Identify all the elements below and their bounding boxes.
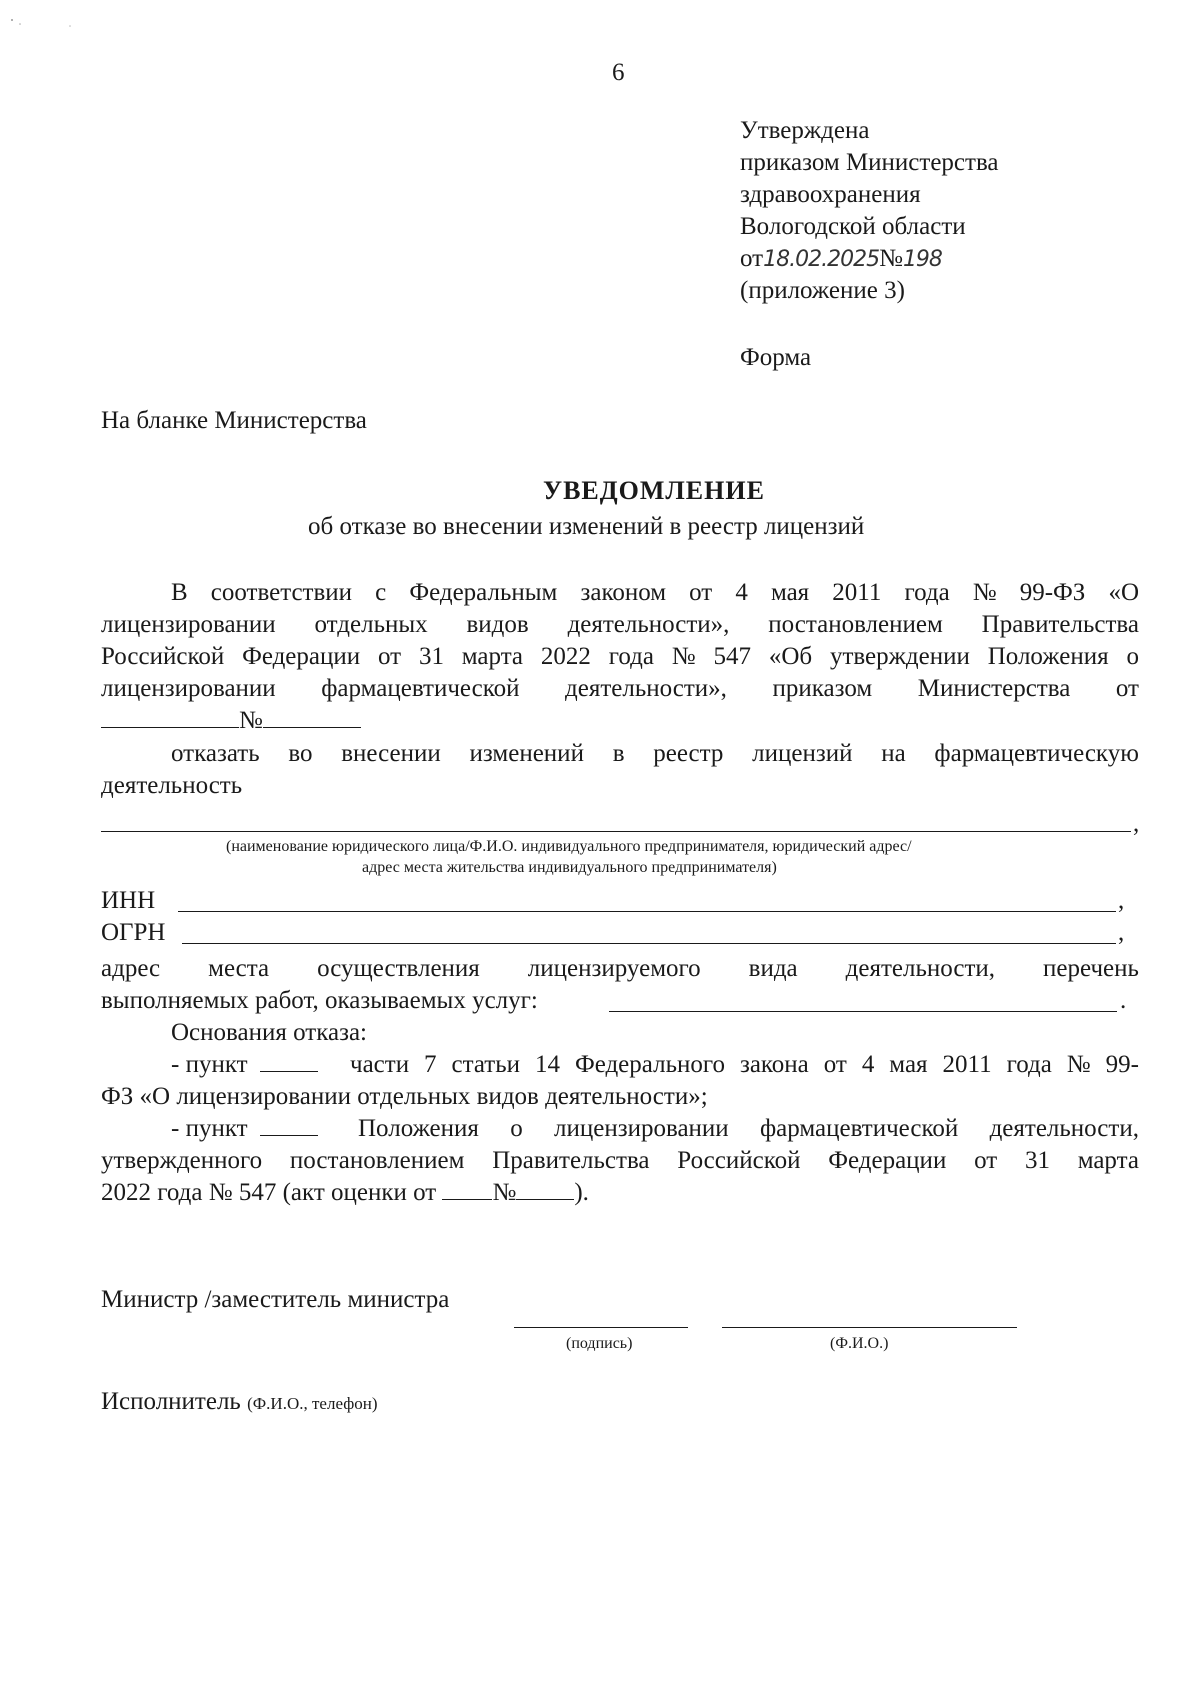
- word: изменений: [469, 740, 584, 767]
- word: от: [377, 643, 402, 670]
- word: фармацевтическую: [934, 740, 1139, 767]
- number-prefix: №: [879, 245, 903, 272]
- word: лицензировании: [101, 611, 276, 638]
- word: года: [1006, 1051, 1052, 1078]
- word: с: [375, 579, 387, 606]
- approval-date-line: [740, 243, 942, 276]
- word: деятельности,: [845, 955, 996, 982]
- word: 31: [418, 643, 444, 670]
- word: постановлением: [289, 1147, 465, 1174]
- address-line-1: [101, 953, 1139, 985]
- word: Правительства: [981, 611, 1139, 638]
- word: года: [904, 579, 950, 606]
- word: мая: [770, 579, 810, 606]
- refusal-line-1: [171, 738, 1139, 770]
- entity-caption-1: (наименование юридического лица/Ф.И.О. индивидуального предпринимателя, юридический адрес/: [226, 838, 912, 855]
- word: вида: [748, 955, 798, 982]
- intro-line-4: [101, 673, 1139, 705]
- word: о: [1126, 643, 1139, 670]
- word: закона: [739, 1051, 809, 1078]
- word: лицензий: [752, 740, 853, 767]
- page-number: 6: [612, 59, 625, 86]
- approval-line-1: Утверждена: [740, 117, 870, 144]
- intro-line-2: [101, 609, 1139, 641]
- refusal-line-2: деятельность: [101, 772, 243, 799]
- word: 14: [534, 1051, 560, 1078]
- word: 7: [424, 1051, 437, 1078]
- word: отдельных: [314, 611, 428, 638]
- word: 4: [735, 579, 748, 606]
- order-date-blank: [101, 705, 239, 728]
- word: Федерации: [828, 1147, 947, 1174]
- word: 31: [1024, 1147, 1050, 1174]
- address-period: .: [1120, 987, 1127, 1014]
- word: на: [881, 740, 906, 767]
- entity-caption-2: адрес места жительства индивидуального предпринимателя): [362, 859, 777, 876]
- ground1-point-blank: [260, 1049, 318, 1072]
- word: внесении: [341, 740, 441, 767]
- word: утверждении: [829, 643, 970, 670]
- word: №: [1066, 1051, 1091, 1078]
- word: Федерального: [574, 1051, 725, 1078]
- word: постановлением: [768, 611, 943, 638]
- word: «О: [1108, 579, 1139, 606]
- fio-line: [722, 1327, 1017, 1328]
- inn-comma: ,: [1118, 887, 1125, 914]
- word: соответствии: [210, 579, 353, 606]
- act-number-blank: [516, 1177, 574, 1200]
- ground2-line-2: [101, 1145, 1139, 1177]
- word: Российской: [101, 643, 225, 670]
- ground2-point-blank: [260, 1113, 318, 1136]
- word: фармацевтической: [759, 1115, 959, 1142]
- word: №: [972, 579, 997, 606]
- word: фармацевтической: [321, 675, 520, 702]
- word: Министерства: [917, 675, 1071, 702]
- word: 4: [861, 1051, 875, 1078]
- inn-label: ИНН: [101, 887, 156, 914]
- word: 2011: [832, 579, 882, 606]
- approval-line-3: здравоохранения: [740, 181, 921, 208]
- word: деятельности»,: [565, 675, 727, 702]
- executor-line: [101, 1386, 377, 1420]
- executor-caption: (Ф.И.О., телефон): [247, 1394, 378, 1413]
- document-title: УВЕДОМЛЕНИЕ: [543, 476, 765, 505]
- word: Положения: [358, 1115, 479, 1142]
- order-number-blank: [263, 705, 361, 728]
- grounds-label: Основания отказа:: [171, 1019, 367, 1046]
- word: о: [510, 1115, 523, 1142]
- word: от: [1115, 675, 1139, 702]
- appendix-label: (приложение 3): [740, 277, 905, 304]
- word: «Об: [768, 643, 813, 670]
- ground1-prefix: [171, 1049, 318, 1081]
- ogrn-comma: ,: [1118, 919, 1125, 946]
- word: №: [671, 643, 696, 670]
- act-closing: ).: [574, 1179, 589, 1206]
- word: 2022: [540, 643, 591, 670]
- address-line-2: выполняемых работ, оказываемых услуг:: [101, 987, 538, 1014]
- word: марта: [461, 643, 524, 670]
- word: отказать: [171, 740, 260, 767]
- word: от: [974, 1147, 998, 1174]
- ground1-line-1: [350, 1049, 1139, 1081]
- word: мая: [889, 1051, 928, 1078]
- word: 2011: [942, 1051, 992, 1078]
- word: марта: [1077, 1147, 1139, 1174]
- intro-line-5: [101, 705, 361, 737]
- entity-comma: ,: [1133, 810, 1140, 837]
- word: видов: [466, 611, 529, 638]
- intro-line-1: [171, 577, 1139, 609]
- word: деятельности,: [989, 1115, 1139, 1142]
- letterhead-note: На бланке Министерства: [101, 407, 367, 434]
- word: 99-: [1105, 1051, 1139, 1078]
- word: В: [171, 579, 188, 606]
- word: лицензировании: [101, 675, 276, 702]
- ground2-line-3: [101, 1177, 589, 1209]
- ogrn-label: ОГРН: [101, 919, 166, 946]
- word: лицензировании: [554, 1115, 729, 1142]
- inn-line: [178, 911, 1116, 912]
- word: реестр: [653, 740, 724, 767]
- word: места: [208, 955, 270, 982]
- handwritten-date: 18.02.2025: [763, 247, 880, 272]
- word: лицензируемого: [527, 955, 701, 982]
- address-services-line: [609, 1011, 1117, 1012]
- word: 99-ФЗ: [1019, 579, 1086, 606]
- word: года: [608, 643, 654, 670]
- approval-line-4: Вологодской области: [740, 213, 966, 240]
- ground2-line-1: [358, 1113, 1139, 1145]
- word: утвержденного: [101, 1147, 263, 1174]
- ogrn-line: [182, 943, 1116, 944]
- document-subtitle: об отказе во внесении изменений в реестр лицензий: [308, 513, 865, 540]
- word: Правительства: [492, 1147, 650, 1174]
- executor-label: Исполнитель: [101, 1388, 241, 1415]
- word: от: [823, 1051, 847, 1078]
- word: адрес: [101, 955, 161, 982]
- word: перечень: [1043, 955, 1139, 982]
- approval-line-2: приказом Министерства: [740, 149, 999, 176]
- act-date-blank: [442, 1177, 492, 1200]
- word: 547: [713, 643, 751, 670]
- scan-specks: [8, 14, 88, 34]
- entity-name-line: [101, 831, 1131, 832]
- word: части: [350, 1051, 410, 1078]
- ground1-item-label: - пункт: [171, 1051, 248, 1078]
- ground1-line-2: ФЗ «О лицензировании отдельных видов деятельности»;: [101, 1083, 708, 1110]
- word: Федеральным: [409, 579, 558, 606]
- word: статьи: [451, 1051, 520, 1078]
- word: осуществления: [317, 955, 480, 982]
- word: деятельности»,: [567, 611, 730, 638]
- form-label: Форма: [740, 344, 812, 371]
- word: в: [612, 740, 625, 767]
- word: Положения: [987, 643, 1109, 670]
- intro-line-3: [101, 641, 1139, 673]
- signature-caption: (подпись): [566, 1335, 633, 1352]
- word: Федерации: [242, 643, 361, 670]
- signature-line: [514, 1327, 688, 1328]
- word: во: [288, 740, 313, 767]
- ground2-item-label: - пункт: [171, 1115, 248, 1142]
- word: законом: [580, 579, 667, 606]
- word: приказом: [772, 675, 873, 702]
- handwritten-number: 198: [902, 247, 942, 272]
- signatory-label: Министр /заместитель министра: [101, 1286, 450, 1313]
- word: Российской: [677, 1147, 801, 1174]
- act-number-sign: №: [492, 1179, 517, 1206]
- fio-caption: (Ф.И.О.): [830, 1335, 889, 1352]
- date-prefix: от: [740, 245, 764, 272]
- ground2-prefix: [171, 1113, 318, 1145]
- order-number-sign: №: [239, 707, 263, 734]
- act-date-label: 2022 года № 547 (акт оценки от: [101, 1179, 437, 1206]
- word: от: [689, 579, 713, 606]
